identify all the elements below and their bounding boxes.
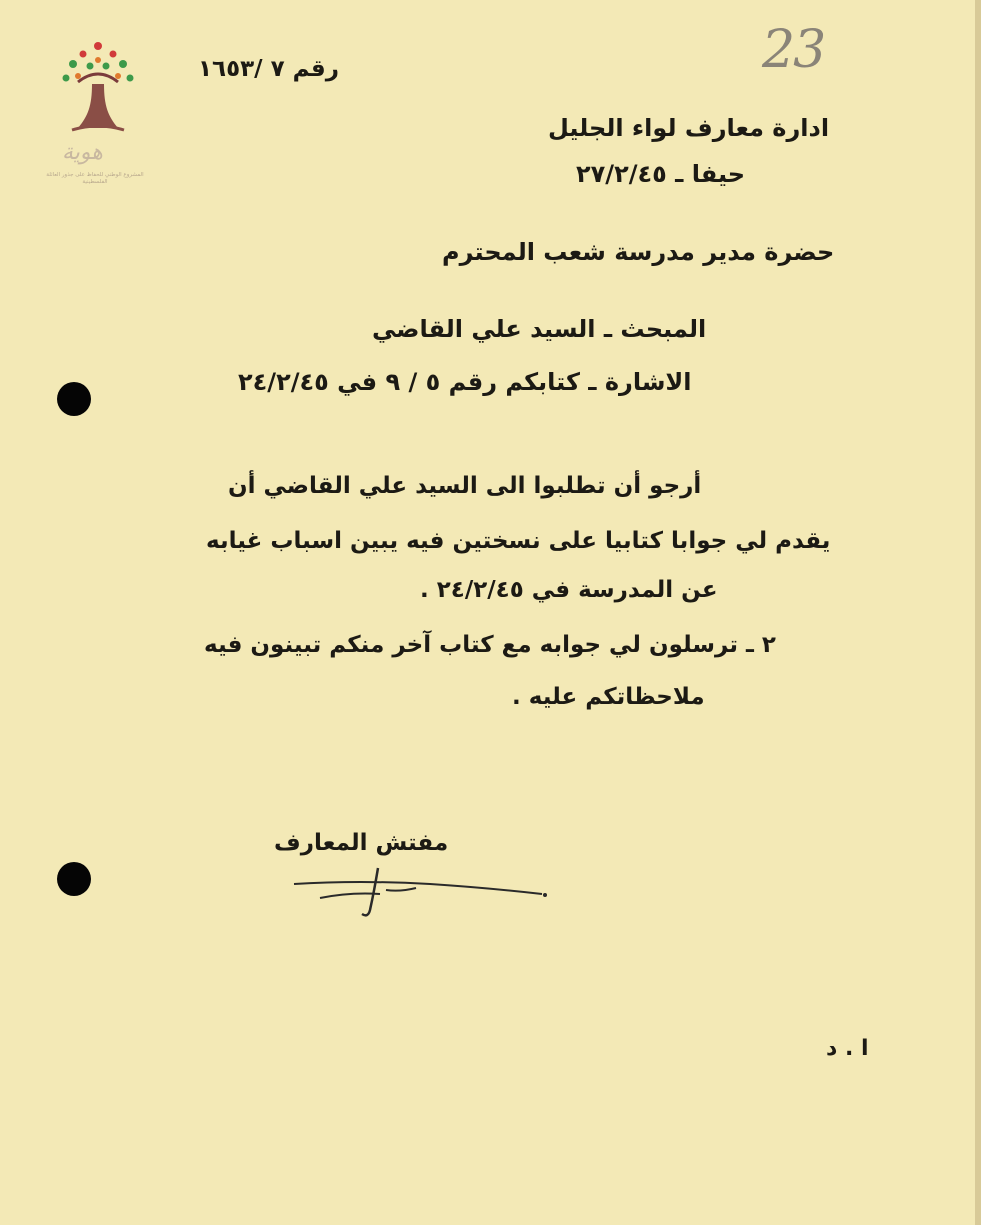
body-line: ملاحظاتكم عليه . — [512, 684, 705, 710]
paper-edge — [975, 0, 981, 1225]
handwritten-signature — [290, 862, 560, 922]
initials: ا . د — [826, 1036, 869, 1061]
department-name: ادارة معارف لواء الجليل — [548, 114, 830, 142]
logo-caption: المشروع الوطني للحفاظ على جذور العائلة الفلسطينية — [46, 172, 144, 185]
place-date: حيفا ـ ٢٧/٢/٤٥ — [576, 160, 746, 188]
subject-line: المبحث ـ السيد علي القاضي — [372, 315, 707, 343]
punch-hole — [57, 382, 91, 416]
body-line: يقدم لي جوابا كتابيا على نسختين فيه يبين اسباب غيابه — [206, 528, 831, 554]
body-line: ٢ ـ ترسلون لي جوابه مع كتاب آخر منكم تبينون فيه — [204, 632, 776, 658]
punch-hole — [57, 862, 91, 896]
signature-title: مفتش المعارف — [274, 830, 449, 856]
body-line: أرجو أن تطلبوا الى السيد علي القاضي أن — [228, 473, 702, 499]
addressee: حضرة مدير مدرسة شعب المحترم — [442, 238, 835, 266]
body-line: عن المدرسة في ٢٤/٢/٤٥ . — [420, 577, 718, 603]
reference-line: الاشارة ـ كتابكم رقم ٥ / ٩ في ٢٤/٢/٤٥ — [238, 368, 692, 396]
page-number: 23 — [762, 20, 825, 80]
reference-number: رقم ٧ /١٦٥٣ — [198, 56, 339, 82]
logo-wordmark: هوية — [62, 140, 103, 165]
